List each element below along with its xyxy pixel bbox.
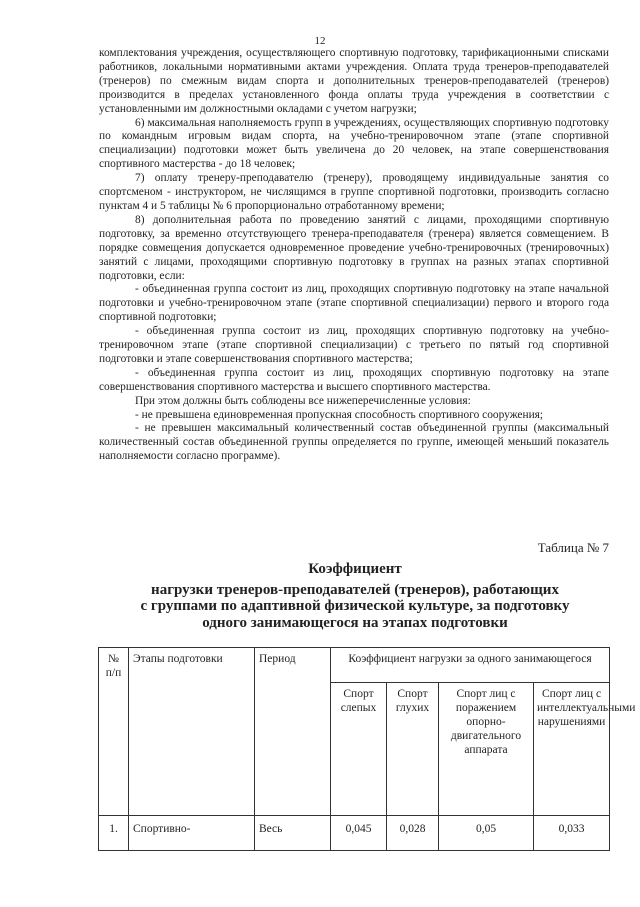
paragraph: - объединенная группа состоит из лиц, проходящих спортивную подготовку на этапе совершенствования спортивного мастерства и высшего спортивного мастерства.: [99, 366, 609, 393]
header-coef-group: Коэффициент нагрузки за одного занимающегося: [331, 648, 610, 683]
table-header-row: [99, 648, 610, 683]
paragraph: комплектования учреждения, осуществляющего спортивную подготовку, тарификационными списками работников, локальными нормативными актами учреждения. Оплата труда тренеров-преподавателей (тренеров) по смежным видам спорта и дополнительных тренеров-преподавателей (тренеров) производится в пределах установленного фонда оплаты труда учреждения в соответствии с установленными им должностными окладами с учетом нагрузки;: [99, 47, 609, 115]
cell-deaf: 0,028: [387, 816, 439, 851]
header-intellect: Спорт лиц с интеллектуальными нарушениями: [534, 683, 610, 816]
page-number: 12: [314, 35, 326, 47]
paragraph: - объединенная группа состоит из лиц, проходящих спортивную подготовку на учебно-тренировочном этапе (этапе спортивной специализации) с третьего по пятый год спортивной подготовки и этапе совершенствования спортивного мастерства;: [99, 325, 609, 365]
cell-musculo: 0,05: [439, 816, 534, 851]
table-row: [99, 816, 610, 851]
paragraph: - объединенная группа состоит из лиц, проходящих спортивную подготовку на этапе начальной подготовки и учебно-тренировочном этапе (этапе спортивной специализации) первого и второго года спортивной подготовки;: [99, 283, 609, 324]
cell-stage: Спортивно-: [129, 816, 255, 851]
cell-intellect: 0,033: [534, 816, 610, 851]
title-line: одного занимающегося на этапах подготовки: [202, 614, 508, 631]
cell-num: 1.: [99, 816, 129, 851]
header-deaf: Спорт глухих: [387, 683, 439, 816]
table-label: Таблица № 7: [537, 540, 609, 555]
cell-blind: 0,045: [331, 816, 387, 851]
paragraph: 6) максимальная наполняемость групп в учреждениях, осуществляющих спортивную подготовку по командным игровым видам спорта, на учебно-тренировочном этапе (этапе спортивной специализации) подготовки может быть увеличена до 20 человек, на этапе совершенствования спортивного мастерства - до 18 человек;: [99, 116, 609, 171]
header-stages: Этапы подготовки: [129, 648, 255, 816]
paragraph: - не превышен максимальный количественный состав объединенной группы (максимальный количественный состав объединенной группы определяется по группе, имеющей меньший показатель наполняемости согласно программе).: [99, 422, 609, 463]
cell-period: Весь: [255, 816, 331, 851]
coefficient-table: [98, 647, 636, 851]
paragraph: 8) дополнительная работа по проведению занятий с лицами, проходящими спортивную подготовку, за временно отсутствующего тренера-преподавателя (тренера) является совмещением. В порядке совмещения допускается одновременное проведение учебно-тренировочных (тренировочных) занятий с лицами, проходящими спортивную подготовку в группах на разных этапах спортивной подготовки, если:: [99, 213, 609, 282]
header-blind: Спорт слепых: [331, 683, 387, 816]
paragraph: - не превышена единовременная пропускная способность спортивного сооружения;: [135, 408, 544, 421]
header-period: Период: [255, 648, 331, 816]
header-num: № п/п: [99, 648, 129, 816]
paragraph: При этом должны быть соблюдены все нижеперечисленные условия:: [135, 394, 471, 407]
title-heading: Коэффициент: [308, 561, 402, 577]
body-text: [99, 47, 609, 464]
title-line: нагрузки тренеров-преподавателей (тренеров), работающих: [151, 581, 559, 598]
table-title: [100, 561, 610, 631]
header-musculo: Спорт лиц с поражением опорно-двигательного аппарата: [439, 683, 534, 816]
title-line: с группами по адаптивной физической культуре, за подготовку: [140, 598, 570, 614]
paragraph: 7) оплату тренеру-преподавателю (тренеру), проводящему индивидуальные занятия со спортсменом - инструктором, не числящимся в группе спортивной подготовки, производить согласно пунктам 4 и 5 таблицы № 6 пропорционально отработанному времени;: [99, 172, 609, 212]
